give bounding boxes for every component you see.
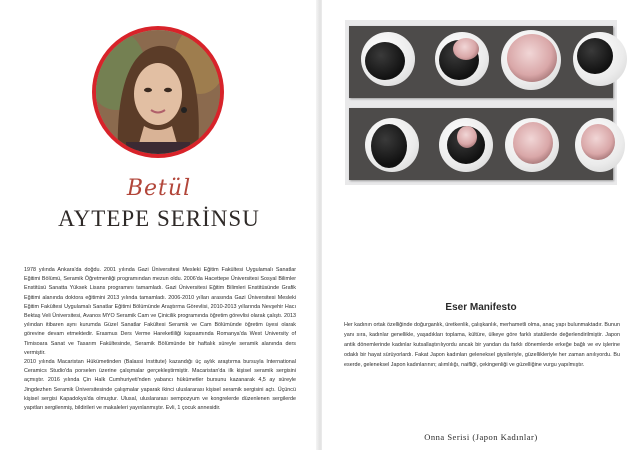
pink-bowl [581,124,615,160]
artwork-panel [349,108,613,180]
manifesto-text [344,320,620,370]
pink-bowl [507,34,557,82]
black-bowl [577,38,613,74]
left-page [0,0,318,450]
pink-bowl [453,38,479,60]
artwork-panel [349,26,613,98]
portrait-frame [92,26,224,158]
black-bowl [371,124,407,168]
bio-paragraph: 1978 yılında Ankara'da doğdu. 2001 yılında Gazi Üniversitesi Mesleki Eğitim Fakültesi Uygulamalı Sanatlar Eğitimi Bölümü, Seramik Öğretmenliği programından mezun oldu. 2006'da Hacettepe Üniversitesi Sosyal Bilimler Enstitüsü Sanatta Yüksek Lisans programını tamamladı. Gazi Üniversitesi Eğitim Bilimleri Enstitüsünde Grafik Eğitimi alanında doktora eğitimini 2013 yılında tamamladı. 2006-2010 yılları arasında Gazi Üniversitesi Mesleki Eğitim Fakültesi Uygulamalı Sanatlar Eğitimi Bölümünde Araştırma Görevlisi, 2010-2013 yıllarında Nevşehir Hacı Bektaş Veli Üniversitesi, Avanos MYO Seramik Cam ve Çinicilik programında öğretim görevlisi olarak çalıştı. 2013 yılından itibaren aynı kurumda Güzel Sanatlar Fakültesi Seramik ve Cam Bölümünde öğretim üyesi olarak görevine devam etmektedir. Erasmus Ders Verme Hareketliliği kapsamında Romanya'da West University of Timisoara Sanat ve Tasarım Fakültesinde, Seramik Bölümünde bir haftalık süreyle seramik alanında ders vermiştir. [24,267,296,356]
artwork-photo [345,20,617,185]
artist-name: AYTEPE SERİNSU [58,206,260,231]
right-page [322,0,640,450]
series-caption: Onna Serisi (Japon Kadınlar) [424,432,538,442]
manifesto-title: Eser Manifesto [445,302,517,313]
pink-bowl [513,122,553,164]
pink-bowl [457,126,477,148]
manifesto-paragraph: Her kadının ortak özelliğinde doğurganlık, üretkenlik, çalışkanlık, merhametli olma, anaç yapı bulunmaktadır. Bunun yanı sıra, kadınlar genellikle, yaşadıkları toplama, kültüre, ülkeye göre farklı statülerde değerlendirilmiştir. Japon antik dönemlerinde kadınlar kutsallaştırılıyordu ancak bir yandan da farklı dönemlerde erkeğe bağlı ve ev işlerine odaklı bir hayat sürüyorlardı. Fakat Japon kadınları geleneksel giysileriyle, güzellikleriyle her zaman anılıyordu. Bu eserde, geleneksel Japon kadınlarının; alımlılığı, naifliği, çekingenliği ve güzelliğine vurgu yapılmıştır. [344,322,620,368]
black-bowl [365,42,405,80]
bio-paragraph: 2010 yılında Macaristan Hükümetinden (Balassi Institute) kazandığı üç aylık araştırma bursuyla International Ceramics Studio'da porselen üzerine çalışmalar gerçekleştirmiştir. Macaristan'da ilk kişisel seramik sergisini açmıştır. 2016 yılında Çin Halk Cumhuriyeti'nden yabancı hükümetler bursunu kazanarak 4,5 ay süreyle Jingdezhen Seramik Üniversitesinde çalışmalar yaparak ikinci uluslararası kişisel seramik sergisini açtı. Üçüncü kişisel sergisi Kapadokya'da olmuştur. Ulusal, uluslararası sempozyum ve kongrelerde düzenlenen sergilerde yapıtları sergilenmiş, bildirileri ve makaleleri yayınlanmıştır. Evli, 1 çocuk annesidir. [24,359,296,412]
biography [24,266,296,413]
signature: Betül [126,176,192,201]
artist-portrait [96,30,220,154]
